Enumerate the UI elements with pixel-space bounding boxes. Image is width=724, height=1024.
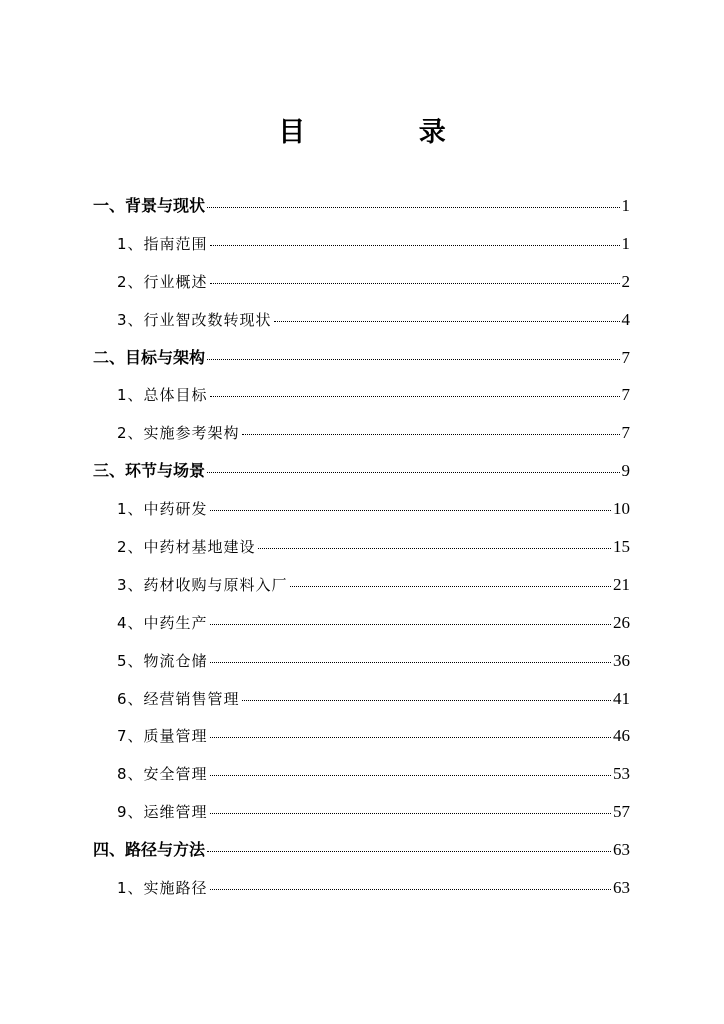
toc-entry-label: 2、中药材基地建设: [117, 538, 256, 557]
toc-entry-label: 1、中药研发: [117, 500, 208, 519]
toc-page-number: 7: [621, 423, 630, 443]
dot-leader: [290, 585, 611, 587]
toc-entry-label: 三、环节与场景: [93, 461, 206, 481]
toc-subsection-entry: [93, 680, 630, 718]
dot-leader: [207, 471, 619, 473]
toc-section-entry: [93, 339, 630, 377]
dot-leader: [210, 888, 611, 890]
toc-subsection-entry: [93, 604, 630, 642]
toc-entry-label: 四、路径与方法: [93, 840, 206, 860]
toc-subsection-entry: [93, 869, 630, 907]
dot-leader: [210, 661, 611, 663]
toc-entry-label: 二、目标与架构: [93, 347, 206, 367]
dot-leader: [210, 736, 611, 738]
dot-leader: [274, 320, 620, 322]
toc-subsection-entry: [93, 717, 630, 755]
toc-page-number: 1: [621, 196, 630, 215]
dot-leader: [210, 244, 620, 246]
toc-page-number: 21: [613, 574, 630, 594]
dot-leader: [210, 812, 611, 814]
dot-leader: [207, 358, 619, 360]
toc-subsection-entry: [93, 755, 630, 793]
toc-page-number: 26: [613, 612, 630, 632]
toc-page-number: 53: [613, 764, 630, 784]
dot-leader: [242, 433, 620, 435]
dot-leader: [242, 699, 611, 701]
toc-subsection-entry: [93, 414, 630, 452]
dot-leader: [210, 774, 611, 776]
page-title: 目 录: [278, 117, 498, 148]
toc-subsection-entry: [93, 490, 630, 528]
table-of-contents: [93, 187, 630, 907]
toc-entry-label: 2、行业概述: [117, 272, 208, 291]
toc-entry-label: 2、实施参考架构: [117, 424, 240, 443]
toc-subsection-entry: [93, 263, 630, 301]
dot-leader: [210, 623, 611, 625]
toc-entry-label: 9、运维管理: [117, 803, 208, 822]
toc-section-entry: [93, 831, 630, 869]
toc-subsection-entry: [93, 225, 630, 263]
toc-entry-label: 1、总体目标: [117, 386, 208, 405]
toc-subsection-entry: [93, 376, 630, 414]
toc-page-number: 36: [613, 650, 630, 670]
toc-page-number: 7: [621, 385, 630, 405]
toc-entry-label: 7、质量管理: [117, 727, 208, 746]
dot-leader: [210, 395, 620, 397]
toc-page-number: 41: [613, 688, 630, 708]
toc-entry-label: 1、实施路径: [117, 879, 208, 898]
dot-leader: [207, 206, 619, 208]
toc-page-number: 63: [613, 878, 630, 898]
toc-page-number: 2: [621, 271, 630, 291]
toc-entry-label: 4、中药生产: [117, 613, 208, 632]
toc-entry-label: 6、经营销售管理: [117, 689, 240, 708]
toc-entry-label: 1、指南范围: [117, 234, 208, 253]
toc-page-number: 1: [621, 233, 630, 253]
toc-page-number: 57: [613, 802, 630, 822]
toc-section-entry: [93, 187, 630, 225]
toc-page-number: 9: [621, 461, 630, 481]
toc-page-number: 63: [613, 840, 630, 860]
toc-entry-label: 3、行业智改数转现状: [117, 310, 272, 329]
dot-leader: [207, 850, 611, 852]
toc-page-number: 15: [613, 537, 630, 557]
toc-page-number: 10: [613, 499, 630, 519]
toc-subsection-entry: [93, 793, 630, 831]
toc-subsection-entry: [93, 301, 630, 339]
toc-entry-label: 3、药材收购与原料入厂: [117, 575, 288, 594]
dot-leader: [210, 282, 620, 284]
toc-entry-label: 一、背景与现状: [93, 196, 206, 215]
toc-page-number: 46: [613, 726, 630, 746]
dot-leader: [258, 547, 611, 549]
dot-leader: [210, 509, 611, 511]
toc-subsection-entry: [93, 566, 630, 604]
toc-entry-label: 8、安全管理: [117, 765, 208, 784]
toc-page-number: 7: [621, 347, 630, 367]
toc-entry-label: 5、物流仓储: [117, 651, 208, 670]
toc-section-entry: [93, 452, 630, 490]
toc-page-number: 4: [621, 309, 630, 329]
toc-subsection-entry: [93, 528, 630, 566]
toc-subsection-entry: [93, 642, 630, 680]
